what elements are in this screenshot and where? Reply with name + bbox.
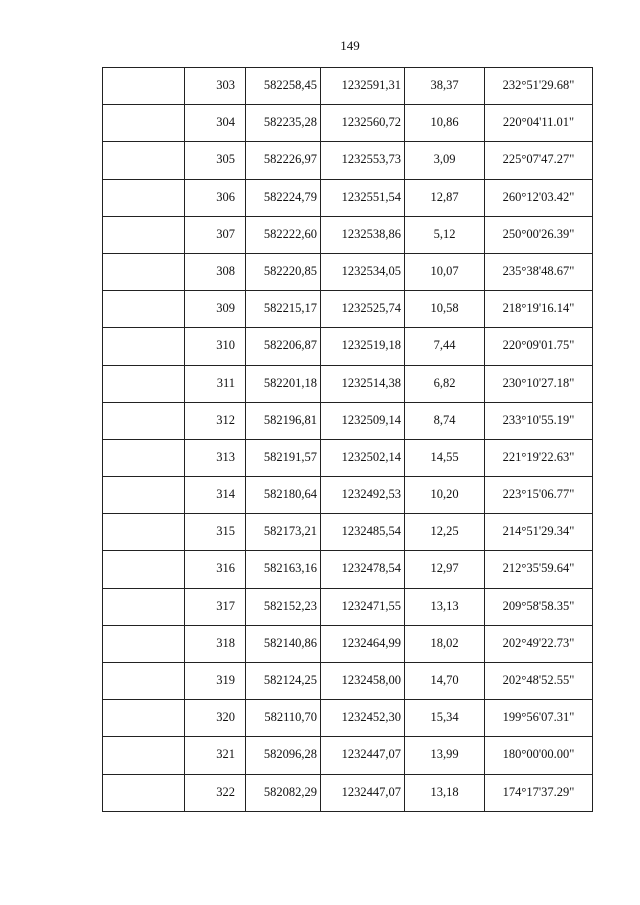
blank-cell — [103, 625, 185, 662]
blank-cell — [103, 737, 185, 774]
x-coordinate-cell-text: 582124,25 — [263, 673, 317, 687]
point-number-cell — [185, 253, 246, 290]
segment-length-cell — [405, 663, 485, 700]
direction-angle-cell-text: 202°48'52.55" — [502, 673, 575, 687]
table-row — [103, 365, 593, 402]
direction-angle-cell — [485, 402, 593, 439]
segment-length-cell-text: 5,12 — [433, 226, 456, 241]
point-number-cell — [185, 700, 246, 737]
point-number-cell — [185, 105, 246, 142]
point-number-cell — [185, 179, 246, 216]
blank-cell — [103, 68, 185, 105]
y-coordinate-cell-text: 1232553,73 — [341, 152, 401, 167]
x-coordinate-cell — [246, 477, 321, 514]
y-coordinate-cell-text: 1232591,31 — [341, 78, 401, 92]
segment-length-cell — [405, 588, 485, 625]
direction-angle-cell-text: 202°49'22.73" — [502, 635, 575, 650]
blank-cell — [103, 477, 185, 514]
x-coordinate-cell-text: 582258,45 — [263, 78, 317, 92]
segment-length-cell — [405, 402, 485, 439]
blank-cell — [103, 700, 185, 737]
blank-cell — [103, 774, 185, 811]
table-row — [103, 328, 593, 365]
point-number-cell-text: 304 — [216, 115, 235, 130]
x-coordinate-cell — [246, 663, 321, 700]
direction-angle-cell-text: 260°12'03.42" — [502, 189, 575, 204]
blank-cell — [103, 142, 185, 179]
x-coordinate-cell — [246, 439, 321, 476]
y-coordinate-cell-text: 1232560,72 — [341, 115, 401, 130]
segment-length-cell-text: 12,87 — [430, 189, 459, 204]
direction-angle-cell — [485, 216, 593, 253]
blank-cell — [103, 105, 185, 142]
segment-length-cell-text: 7,44 — [433, 338, 456, 353]
y-coordinate-cell — [321, 737, 405, 774]
table-row — [103, 291, 593, 328]
direction-angle-cell — [485, 477, 593, 514]
x-coordinate-cell — [246, 253, 321, 290]
table-row — [103, 737, 593, 774]
point-number-cell — [185, 514, 246, 551]
direction-angle-cell-text: 250°00'26.39" — [502, 226, 575, 241]
x-coordinate-cell-text: 582206,87 — [263, 338, 317, 353]
direction-angle-cell-text: 199°56'07.31" — [502, 710, 575, 725]
segment-length-cell-text: 10,58 — [430, 301, 459, 316]
segment-length-cell — [405, 700, 485, 737]
blank-cell — [103, 551, 185, 588]
x-coordinate-cell — [246, 328, 321, 365]
y-coordinate-cell-text: 1232551,54 — [341, 189, 401, 204]
direction-angle-cell — [485, 68, 593, 105]
segment-length-cell — [405, 774, 485, 811]
direction-angle-cell — [485, 588, 593, 625]
table-row — [103, 105, 593, 142]
y-coordinate-cell — [321, 439, 405, 476]
direction-angle-cell — [485, 328, 593, 365]
x-coordinate-cell-text: 582215,17 — [263, 301, 317, 316]
blank-cell — [103, 291, 185, 328]
segment-length-cell — [405, 328, 485, 365]
table-row — [103, 253, 593, 290]
direction-angle-cell — [485, 625, 593, 662]
x-coordinate-cell — [246, 105, 321, 142]
point-number-cell — [185, 774, 246, 811]
segment-length-cell-text: 13,18 — [430, 784, 459, 799]
table-row — [103, 551, 593, 588]
segment-length-cell — [405, 68, 485, 105]
y-coordinate-cell — [321, 142, 405, 179]
blank-cell — [103, 179, 185, 216]
x-coordinate-cell — [246, 291, 321, 328]
y-coordinate-cell-text: 1232464,99 — [341, 635, 401, 650]
segment-length-cell-text: 15,34 — [430, 710, 459, 725]
y-coordinate-cell — [321, 551, 405, 588]
x-coordinate-cell-text: 582224,79 — [263, 189, 317, 204]
blank-cell — [103, 439, 185, 476]
point-number-cell-text: 313 — [216, 449, 235, 464]
x-coordinate-cell-text: 582096,28 — [263, 747, 317, 762]
point-number-cell-text: 303 — [216, 78, 235, 92]
segment-length-cell-text: 14,55 — [430, 449, 459, 464]
direction-angle-cell — [485, 663, 593, 700]
direction-angle-cell — [485, 700, 593, 737]
y-coordinate-cell-text: 1232492,53 — [341, 487, 401, 502]
y-coordinate-cell — [321, 514, 405, 551]
point-number-cell-text: 308 — [216, 263, 235, 278]
x-coordinate-cell-text: 582226,97 — [263, 152, 317, 167]
direction-angle-cell — [485, 105, 593, 142]
segment-length-cell — [405, 365, 485, 402]
segment-length-cell — [405, 439, 485, 476]
point-number-cell-text: 314 — [216, 487, 235, 502]
x-coordinate-cell-text: 582152,23 — [263, 598, 317, 613]
segment-length-cell-text: 10,07 — [430, 263, 459, 278]
direction-angle-cell-text: 214°51'29.34" — [502, 524, 575, 539]
x-coordinate-cell — [246, 402, 321, 439]
point-number-cell-text: 317 — [216, 598, 235, 613]
table-row — [103, 477, 593, 514]
direction-angle-cell — [485, 514, 593, 551]
x-coordinate-cell — [246, 774, 321, 811]
y-coordinate-cell — [321, 663, 405, 700]
blank-cell — [103, 365, 185, 402]
y-coordinate-cell-text: 1232519,18 — [341, 338, 401, 353]
direction-angle-cell — [485, 179, 593, 216]
y-coordinate-cell — [321, 625, 405, 662]
blank-cell — [103, 328, 185, 365]
point-number-cell-text: 310 — [216, 338, 235, 353]
x-coordinate-cell — [246, 514, 321, 551]
direction-angle-cell-text: 233°10'55.19" — [502, 412, 575, 427]
point-number-cell — [185, 142, 246, 179]
segment-length-cell — [405, 179, 485, 216]
x-coordinate-cell — [246, 700, 321, 737]
segment-length-cell — [405, 216, 485, 253]
blank-cell — [103, 402, 185, 439]
point-number-cell-text: 319 — [216, 673, 235, 687]
direction-angle-cell-text: 225°07'47.27" — [502, 152, 575, 167]
y-coordinate-cell — [321, 700, 405, 737]
direction-angle-cell — [485, 291, 593, 328]
y-coordinate-cell-text: 1232509,14 — [341, 412, 401, 427]
x-coordinate-cell-text: 582196,81 — [263, 412, 317, 427]
x-coordinate-cell — [246, 551, 321, 588]
x-coordinate-cell-text: 582110,70 — [264, 710, 317, 725]
point-number-cell — [185, 291, 246, 328]
x-coordinate-cell — [246, 365, 321, 402]
segment-length-cell — [405, 105, 485, 142]
segment-length-cell — [405, 625, 485, 662]
blank-cell — [103, 663, 185, 700]
direction-angle-cell-text: 218°19'16.14" — [502, 301, 575, 316]
point-number-cell-text: 322 — [216, 784, 235, 799]
table-row — [103, 142, 593, 179]
segment-length-cell — [405, 291, 485, 328]
point-number-cell-text: 321 — [216, 747, 235, 762]
direction-angle-cell — [485, 142, 593, 179]
table-row — [103, 774, 593, 811]
table-row — [103, 514, 593, 551]
table-row — [103, 216, 593, 253]
y-coordinate-cell — [321, 216, 405, 253]
blank-cell — [103, 588, 185, 625]
point-number-cell-text: 312 — [216, 412, 235, 427]
point-number-cell — [185, 663, 246, 700]
y-coordinate-cell-text: 1232452,30 — [341, 710, 401, 725]
y-coordinate-cell — [321, 365, 405, 402]
x-coordinate-cell — [246, 68, 321, 105]
y-coordinate-cell-text: 1232458,00 — [341, 673, 401, 687]
point-number-cell — [185, 216, 246, 253]
x-coordinate-cell — [246, 142, 321, 179]
point-number-cell-text: 315 — [216, 524, 235, 539]
point-number-cell-text: 316 — [216, 561, 235, 576]
segment-length-cell-text: 13,13 — [430, 598, 459, 613]
segment-length-cell-text: 3,09 — [433, 152, 456, 167]
table-row — [103, 179, 593, 216]
point-number-cell-text: 320 — [216, 710, 235, 725]
blank-cell — [103, 514, 185, 551]
direction-angle-cell — [485, 551, 593, 588]
segment-length-cell-text: 8,74 — [433, 412, 456, 427]
x-coordinate-cell — [246, 216, 321, 253]
segment-length-cell — [405, 737, 485, 774]
x-coordinate-cell-text: 582220,85 — [263, 263, 317, 278]
y-coordinate-cell — [321, 105, 405, 142]
x-coordinate-cell-text: 582222,60 — [263, 226, 317, 241]
y-coordinate-cell-text: 1232471,55 — [341, 598, 401, 613]
direction-angle-cell-text: 220°04'11.01" — [502, 115, 575, 130]
blank-cell — [103, 216, 185, 253]
x-coordinate-cell-text: 582082,29 — [263, 784, 317, 799]
direction-angle-cell-text: 220°09'01.75" — [502, 338, 575, 353]
point-number-cell-text: 318 — [216, 635, 235, 650]
y-coordinate-cell-text: 1232478,54 — [341, 561, 401, 576]
point-number-cell-text: 306 — [216, 189, 235, 204]
point-number-cell-text: 307 — [216, 226, 235, 241]
y-coordinate-cell — [321, 291, 405, 328]
page-number: 149 — [340, 38, 360, 53]
table-row — [103, 68, 593, 105]
y-coordinate-cell — [321, 253, 405, 290]
x-coordinate-cell — [246, 737, 321, 774]
direction-angle-cell — [485, 737, 593, 774]
direction-angle-cell — [485, 774, 593, 811]
direction-angle-cell-text: 232°51'29.68" — [502, 78, 575, 92]
segment-length-cell-text: 38,37 — [430, 78, 459, 92]
y-coordinate-cell-text: 1232447,07 — [341, 747, 401, 762]
table-row — [103, 402, 593, 439]
segment-length-cell-text: 14,70 — [430, 673, 459, 687]
y-coordinate-cell-text: 1232525,74 — [341, 301, 401, 316]
table-row — [103, 588, 593, 625]
y-coordinate-cell — [321, 588, 405, 625]
point-number-cell — [185, 328, 246, 365]
x-coordinate-cell-text: 582140,86 — [263, 635, 317, 650]
segment-length-cell — [405, 142, 485, 179]
point-number-cell — [185, 625, 246, 662]
y-coordinate-cell-text: 1232514,38 — [341, 375, 401, 390]
point-number-cell — [185, 588, 246, 625]
y-coordinate-cell — [321, 179, 405, 216]
x-coordinate-cell — [246, 625, 321, 662]
segment-length-cell — [405, 477, 485, 514]
direction-angle-cell-text: 174°17'37.29" — [502, 784, 575, 799]
x-coordinate-cell-text: 582163,16 — [263, 561, 317, 576]
point-number-cell — [185, 439, 246, 476]
point-number-cell-text: 305 — [216, 152, 235, 167]
blank-cell — [103, 253, 185, 290]
y-coordinate-cell-text: 1232538,86 — [341, 226, 401, 241]
y-coordinate-cell — [321, 68, 405, 105]
x-coordinate-cell — [246, 588, 321, 625]
segment-length-cell — [405, 514, 485, 551]
y-coordinate-cell-text: 1232502,14 — [341, 449, 401, 464]
x-coordinate-cell-text: 582191,57 — [263, 449, 317, 464]
point-number-cell — [185, 737, 246, 774]
segment-length-cell-text: 18,02 — [430, 635, 459, 650]
point-number-cell — [185, 477, 246, 514]
segment-length-cell-text: 13,99 — [430, 747, 459, 762]
y-coordinate-cell — [321, 328, 405, 365]
segment-length-cell-text: 10,20 — [430, 487, 459, 502]
y-coordinate-cell-text: 1232534,05 — [341, 263, 401, 278]
direction-angle-cell-text: 209°58'58.35" — [502, 598, 575, 613]
point-number-cell — [185, 68, 246, 105]
segment-length-cell-text: 10,86 — [430, 115, 459, 130]
segment-length-cell-text: 12,25 — [430, 524, 459, 539]
segment-length-cell — [405, 551, 485, 588]
y-coordinate-cell-text: 1232485,54 — [341, 524, 401, 539]
y-coordinate-cell — [321, 774, 405, 811]
table-row — [103, 625, 593, 662]
direction-angle-cell — [485, 439, 593, 476]
direction-angle-cell-text: 180°00'00.00" — [502, 747, 575, 762]
y-coordinate-cell — [321, 477, 405, 514]
x-coordinate-cell-text: 582180,64 — [263, 487, 317, 502]
table-row — [103, 700, 593, 737]
x-coordinate-cell — [246, 179, 321, 216]
point-number-cell-text: 309 — [216, 301, 235, 316]
segment-length-cell — [405, 253, 485, 290]
table-row — [103, 663, 593, 700]
x-coordinate-cell-text: 582201,18 — [263, 375, 317, 390]
x-coordinate-cell-text: 582173,21 — [263, 524, 317, 539]
point-number-cell — [185, 365, 246, 402]
direction-angle-cell — [485, 365, 593, 402]
table-row — [103, 439, 593, 476]
y-coordinate-cell-text: 1232447,07 — [341, 784, 401, 799]
y-coordinate-cell — [321, 402, 405, 439]
direction-angle-cell-text: 212°35'59.64" — [502, 561, 575, 576]
segment-length-cell-text: 12,97 — [430, 561, 459, 576]
direction-angle-cell-text: 230°10'27.18" — [502, 375, 575, 390]
direction-angle-cell-text: 221°19'22.63" — [502, 449, 575, 464]
direction-angle-cell-text: 235°38'48.67" — [502, 263, 575, 278]
coordinates-table-body — [103, 68, 593, 812]
coordinates-table — [102, 67, 593, 812]
point-number-cell — [185, 402, 246, 439]
point-number-cell — [185, 551, 246, 588]
direction-angle-cell-text: 223°15'06.77" — [502, 487, 575, 502]
segment-length-cell-text: 6,82 — [433, 375, 456, 390]
point-number-cell-text: 311 — [216, 375, 235, 390]
direction-angle-cell — [485, 253, 593, 290]
x-coordinate-cell-text: 582235,28 — [263, 115, 317, 130]
